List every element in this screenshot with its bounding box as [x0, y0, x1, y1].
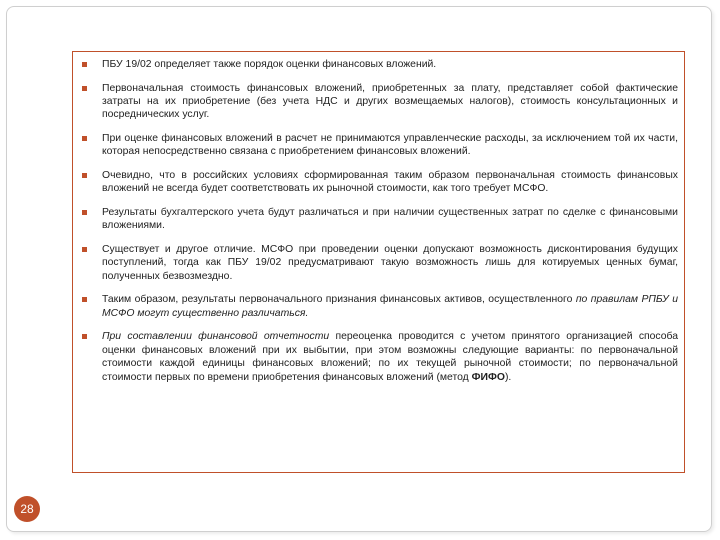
square-bullet-icon: [82, 136, 87, 141]
list-item: [82, 293, 678, 320]
list-item: [82, 243, 678, 283]
square-bullet-icon: [82, 62, 87, 67]
bullet-list: [82, 58, 678, 394]
list-item: [82, 169, 678, 196]
square-bullet-icon: [82, 334, 87, 339]
bullet-emphasis: по правилам РПБУ и МСФО могут существенно различаться.: [102, 294, 678, 319]
list-item: [82, 206, 678, 233]
bullet-text-tail: ).: [504, 371, 512, 383]
bullet-strong: ФИФО: [471, 371, 505, 383]
bullet-text: Существует и другое отличие. МСФО при проведении оценки допускают возможность дисконтирования будущих поступлений, тогда как ПБУ 19/02 предусматривают такую возможность лишь для котируемых ценных бумаг, полученных безвозмездно.: [102, 244, 678, 282]
bullet-text: ПБУ 19/02 определяет также порядок оценки финансовых вложений.: [102, 59, 437, 70]
bullet-text: Результаты бухгалтерского учета будут различаться и при наличии существенных затрат по сделке с финансовыми вложениями.: [102, 207, 678, 232]
list-item: [82, 330, 678, 384]
list-item: [82, 82, 678, 122]
list-item: [82, 132, 678, 159]
square-bullet-icon: [82, 86, 87, 91]
bullet-text: Очевидно, что в российских условиях сформированная таким образом первоначальная стоимость финансовых вложений не всегда будет соответствовать их рыночной стоимости, как того требует МСФО.: [102, 170, 678, 195]
square-bullet-icon: [82, 247, 87, 252]
bullet-text: переоценка проводится с учетом принятого организацией способа оценки финансовых вложений при их выбытии, при этом возможны следующие варианты: по первоначальной стоимости каждой единицы финансовых вложений; по их текущей рыночной стоимости; по первоначальной стоимости первых по времени приобретения финансовых вложений (метод: [102, 331, 679, 383]
square-bullet-icon: [82, 173, 87, 178]
bullet-text: Таким образом, результаты первоначального признания финансовых активов, осуществленного: [102, 294, 576, 306]
bullet-text: При оценке финансовых вложений в расчет не принимаются управленческие расходы, за исключением той их части, которая непосредственно связана с приобретением финансовых вложений.: [102, 133, 678, 158]
page-number-badge: 28: [14, 496, 40, 522]
bullet-text: Первоначальная стоимость финансовых вложений, приобретенных за плату, представляет собой фактические затраты на их приобретение (без учета НДС и других возмещаемых налогов), стоимость консультационных и посреднических услуг.: [102, 82, 678, 121]
list-item: [82, 58, 678, 71]
bullet-emphasis-lead: При составлении финансовой отчетности: [102, 331, 330, 343]
square-bullet-icon: [82, 297, 87, 302]
square-bullet-icon: [82, 210, 87, 215]
